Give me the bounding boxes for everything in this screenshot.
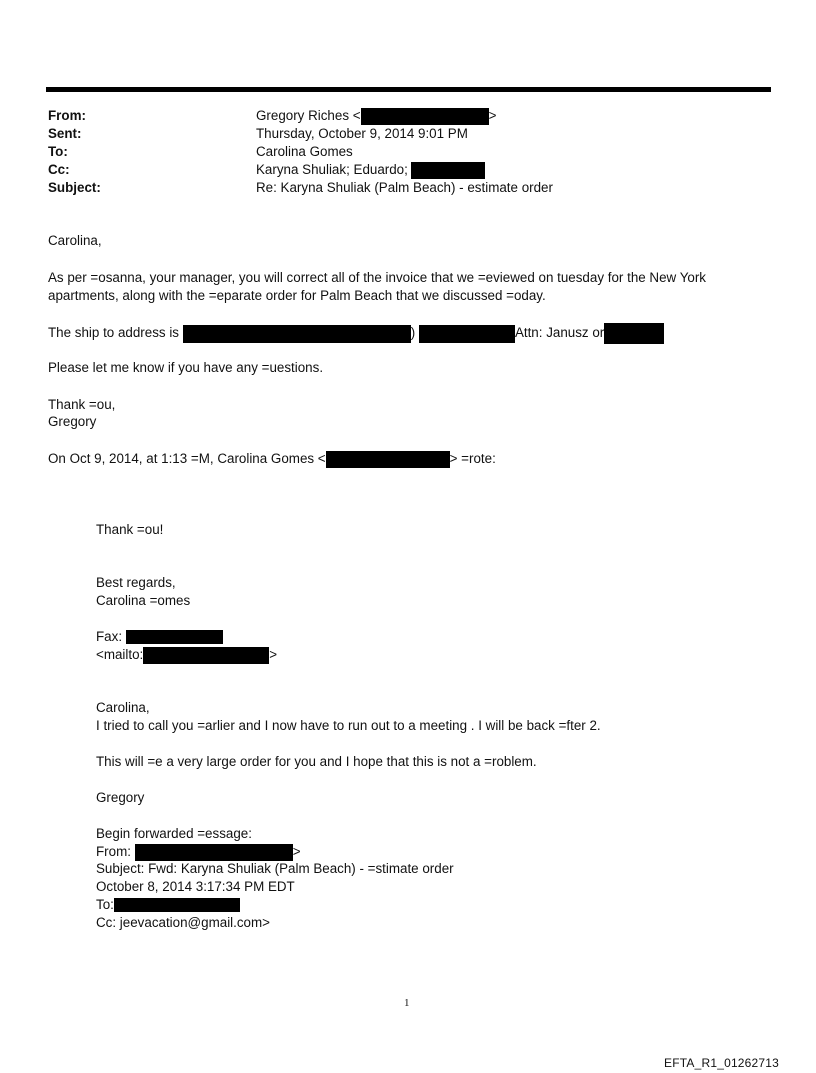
- fwd-from: [96, 843, 301, 861]
- ship-prefix: The ship to address is: [48, 325, 179, 341]
- subject-value: Re: Karyna Shuliak (Palm Beach) - estimate order: [256, 180, 553, 195]
- page-number: 1: [404, 997, 410, 1009]
- para1-line2: apartments, along with the =eparate order for Palm Beach that we discussed =oday.: [48, 288, 546, 303]
- from-close: >: [488, 108, 497, 123]
- thanks-line: Thank =ou,: [48, 397, 116, 412]
- redaction-box: [135, 844, 293, 861]
- ship-attn: Attn: Janusz or: [514, 325, 605, 341]
- fwd-subject: Subject: Fwd: Karyna Shuliak (Palm Beach) - =stimate order: [96, 861, 454, 876]
- fwd-date: October 8, 2014 3:17:34 PM EDT: [96, 879, 295, 894]
- from-name: Gregory Riches <: [256, 108, 361, 123]
- sent-label: Sent:: [48, 126, 82, 141]
- questions-line: Please let me know if you have any =uestions.: [48, 360, 324, 375]
- redaction-box: [604, 323, 664, 344]
- header-rule: [46, 87, 771, 92]
- mailto-prefix: <mailto:: [96, 647, 144, 662]
- to-label: To:: [48, 144, 68, 159]
- quoted-signoff: Gregory: [96, 790, 145, 805]
- redaction-box: [361, 108, 489, 125]
- redaction-box: [419, 325, 515, 343]
- ship-address-line: [48, 323, 664, 344]
- document-id: EFTA_R1_01262713: [664, 1056, 780, 1070]
- quote-intro-prefix: On Oct 9, 2014, at 1:13 =M, Carolina Gomes <: [48, 451, 326, 466]
- redaction-box: [143, 647, 269, 664]
- fwd-from-label: From:: [96, 844, 131, 859]
- fwd-header: Begin forwarded =essage:: [96, 826, 252, 841]
- mailto-suffix: >: [269, 647, 278, 662]
- redaction-box: [183, 325, 411, 343]
- fwd-from-suffix: >: [292, 844, 301, 859]
- fax-label: Fax:: [96, 629, 123, 644]
- quoted-line1: I tried to call you =arlier and I now have to run out to a meeting . I will be back =fter 2.: [96, 718, 601, 733]
- quoted-fax: [96, 628, 223, 646]
- quoted-greeting: Carolina,: [96, 700, 150, 715]
- cc-names: Karyna Shuliak; Eduardo;: [256, 162, 408, 177]
- greeting: Carolina,: [48, 233, 102, 248]
- quoted-name: Carolina =omes: [96, 593, 191, 608]
- quoted-mailto: [96, 646, 277, 664]
- subject-label: Subject:: [48, 180, 101, 195]
- redaction-box: [114, 898, 240, 912]
- sent-value: Thursday, October 9, 2014 9:01 PM: [256, 126, 468, 141]
- from-value: [256, 107, 496, 125]
- cc-label: Cc:: [48, 162, 70, 177]
- fwd-cc: Cc: jeevacation@gmail.com>: [96, 915, 270, 930]
- quoted-regards: Best regards,: [96, 575, 176, 590]
- quoted-line2: This will =e a very large order for you and I hope that this is not a =roblem.: [96, 754, 537, 769]
- quoted-thanks: Thank =ou!: [96, 522, 164, 537]
- para1-line1: As per =osanna, your manager, you will correct all of the invoice that we =eviewed on tuesday for the New York: [48, 270, 706, 285]
- ship-mid: ): [410, 325, 416, 341]
- fwd-to: [96, 896, 240, 914]
- quote-intro-suffix: > =rote:: [449, 451, 496, 466]
- quote-intro: [48, 450, 496, 468]
- redaction-box: [411, 162, 485, 179]
- redaction-box: [126, 630, 223, 644]
- fwd-to-label: To:: [96, 897, 114, 912]
- cc-value: [256, 161, 485, 179]
- redaction-box: [326, 451, 450, 468]
- from-label: From:: [48, 108, 86, 123]
- to-value: Carolina Gomes: [256, 144, 353, 159]
- signoff: Gregory: [48, 414, 97, 429]
